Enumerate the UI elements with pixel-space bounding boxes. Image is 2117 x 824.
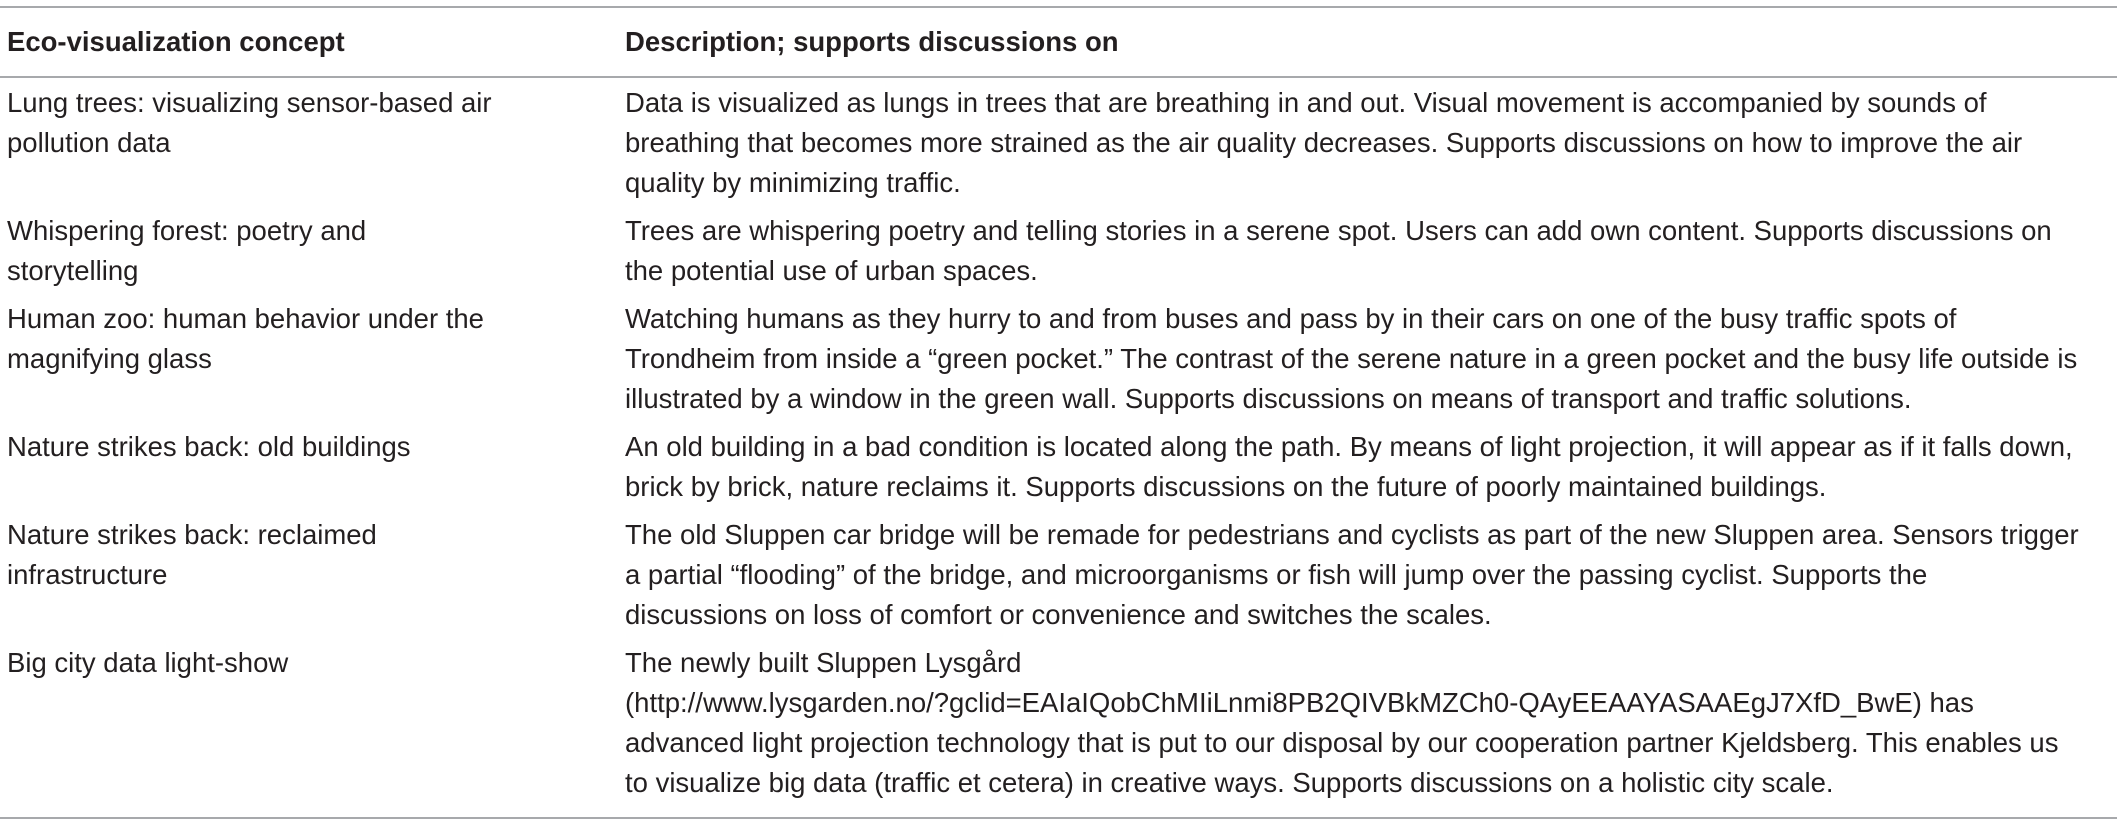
column-header-description: Description; supports discussions on	[625, 26, 1119, 57]
table-row	[0, 636, 2117, 804]
table-row	[0, 204, 2117, 292]
description-cell: Data is visualized as lungs in trees that are breathing in and out. Visual movement is accompanied by sounds of breathing that becomes more strained as the air quality decreases. Supports discussions on how to improve the air quality by minimizing traffic.	[625, 87, 2023, 198]
concept-cell: Big city data light-show	[7, 647, 289, 678]
description-cell: Watching humans as they hurry to and from buses and pass by in their cars on one of the busy traffic spots of Trondheim from inside a “green pocket.” The contrast of the serene nature in a green pocket and the busy life outside is illustrated by a window in the green wall. Supports discussions on means of transport and traffic solutions.	[625, 303, 2078, 414]
table-row	[0, 420, 2117, 508]
concept-cell: Human zoo: human behavior under the magnifying glass	[7, 303, 484, 374]
bottom-rule	[0, 817, 2117, 819]
description-cell: The old Sluppen car bridge will be remade for pedestrians and cyclists as part of the new Sluppen area. Sensors trigger a partial “flooding” of the bridge, and microorganisms or fish will jump over the passing cyclist. Supports the discussions on loss of comfort or convenience and switches the scales.	[625, 519, 2079, 630]
table-row	[0, 292, 2117, 420]
table-row	[0, 76, 2117, 204]
table	[0, 8, 2117, 804]
concept-cell: Nature strikes back: old buildings	[7, 431, 411, 462]
concept-cell: Whispering forest: poetry and storytelling	[7, 215, 367, 286]
concept-cell: Nature strikes back: reclaimed infrastructure	[7, 519, 377, 590]
description-cell: Trees are whispering poetry and telling stories in a serene spot. Users can add own content. Supports discussions on the potential use of urban spaces.	[625, 215, 2052, 286]
description-cell: An old building in a bad condition is located along the path. By means of light projection, it will appear as if it falls down, brick by brick, nature reclaims it. Supports discussions on the future of poorly maintained buildings.	[625, 431, 2073, 502]
concept-cell: Lung trees: visualizing sensor-based air pollution data	[7, 87, 492, 158]
header-row	[0, 8, 2117, 76]
column-header-concept: Eco-visualization concept	[7, 26, 345, 57]
description-cell: The newly built Sluppen Lysgård (http://www.lysgarden.no/?gclid=EAIaIQobChMIiLnmi8PB2QIVBkMZCh0-QAyEEAAYASAAEgJ7XfD_BwE) has advanced light projection technology that is put to our disposal by our cooperation partner Kjeldsberg. This enables us to visualize big data (traffic et cetera) in creative ways. Supports discussions on a holistic city scale.	[625, 647, 2059, 798]
table-row	[0, 508, 2117, 636]
